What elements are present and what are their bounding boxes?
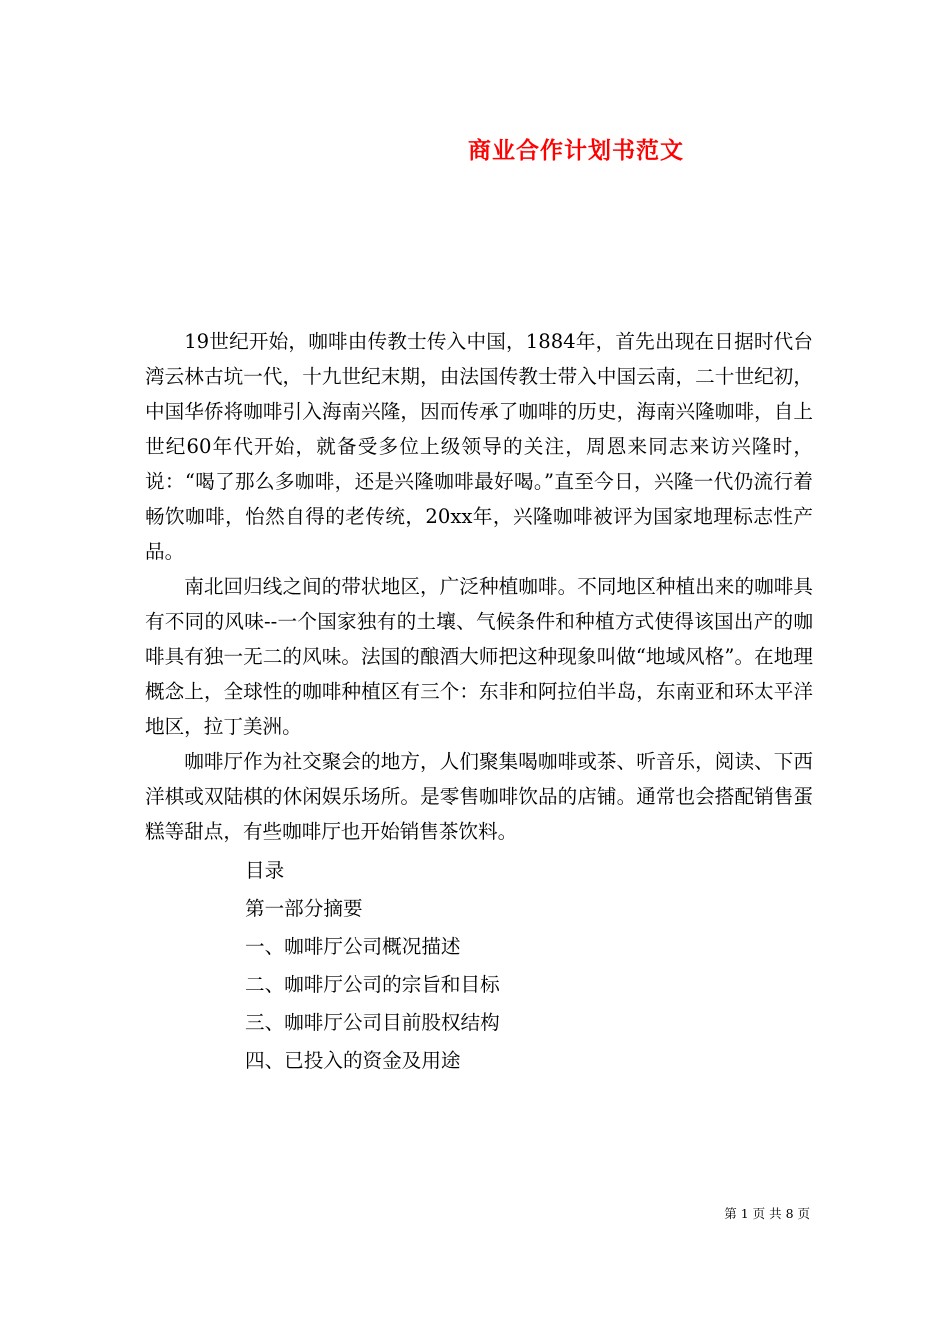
toc-item-summary: 第一部分摘要 <box>245 897 363 920</box>
paragraph-coffee-history: 19世纪开始，咖啡由传教士传入中国，1884年，首先出现在日据时代台湾云林古坑一代，十九世纪末期，由法国传教士带入中国云南，二十世纪初，中国华侨将咖啡引入海南兴隆，因而传承了咖啡的历史，海南兴隆咖啡，自上世纪60年代开始，就备受多位上级领导的关注，周恩来同志来访兴隆时，说：“喝了那么多咖啡，还是兴隆咖啡最好喝。”直至今日，兴隆一代仍流行着畅饮咖啡，怡然自得的老传统，20xx年，兴隆咖啡被评为国家地理标志性产品。 <box>145 330 813 563</box>
page-number-footer: 第 1 页 共 8 页 <box>724 1206 810 1221</box>
toc-item-mission-goals: 二、咖啡厅公司的宗旨和目标 <box>245 973 500 996</box>
paragraph-coffee-regions: 南北回归线之间的带状地区，广泛种植咖啡。不同地区种植出来的咖啡具有不同的风味--一个国家独有的土壤、气候条件和种植方式使得该国出产的咖啡具有独一无二的风味。法国的酿酒大师把这种现象叫做“地域风格”。在地理概念上，全球性的咖啡种植区有三个：东非和阿拉伯半岛，东南亚和环太平洋地区，拉丁美洲。 <box>145 575 813 738</box>
paragraph-coffee-shop: 咖啡厅作为社交聚会的地方，人们聚集喝咖啡或茶、听音乐，阅读、下西洋棋或双陆棋的休闲娱乐场所。是零售咖啡饮品的店铺。通常也会搭配销售蛋糕等甜点，有些咖啡厅也开始销售茶饮料。 <box>145 750 813 843</box>
toc-item-company-overview: 一、咖啡厅公司概况描述 <box>245 935 461 958</box>
document-body <box>145 324 813 1078</box>
toc-item-funds-usage: 四、已投入的资金及用途 <box>245 1049 461 1072</box>
toc-heading: 目录 <box>245 859 285 882</box>
toc-item-equity-structure: 三、咖啡厅公司目前股权结构 <box>245 1011 500 1034</box>
document-title: 商业合作计划书范文 <box>468 137 684 164</box>
